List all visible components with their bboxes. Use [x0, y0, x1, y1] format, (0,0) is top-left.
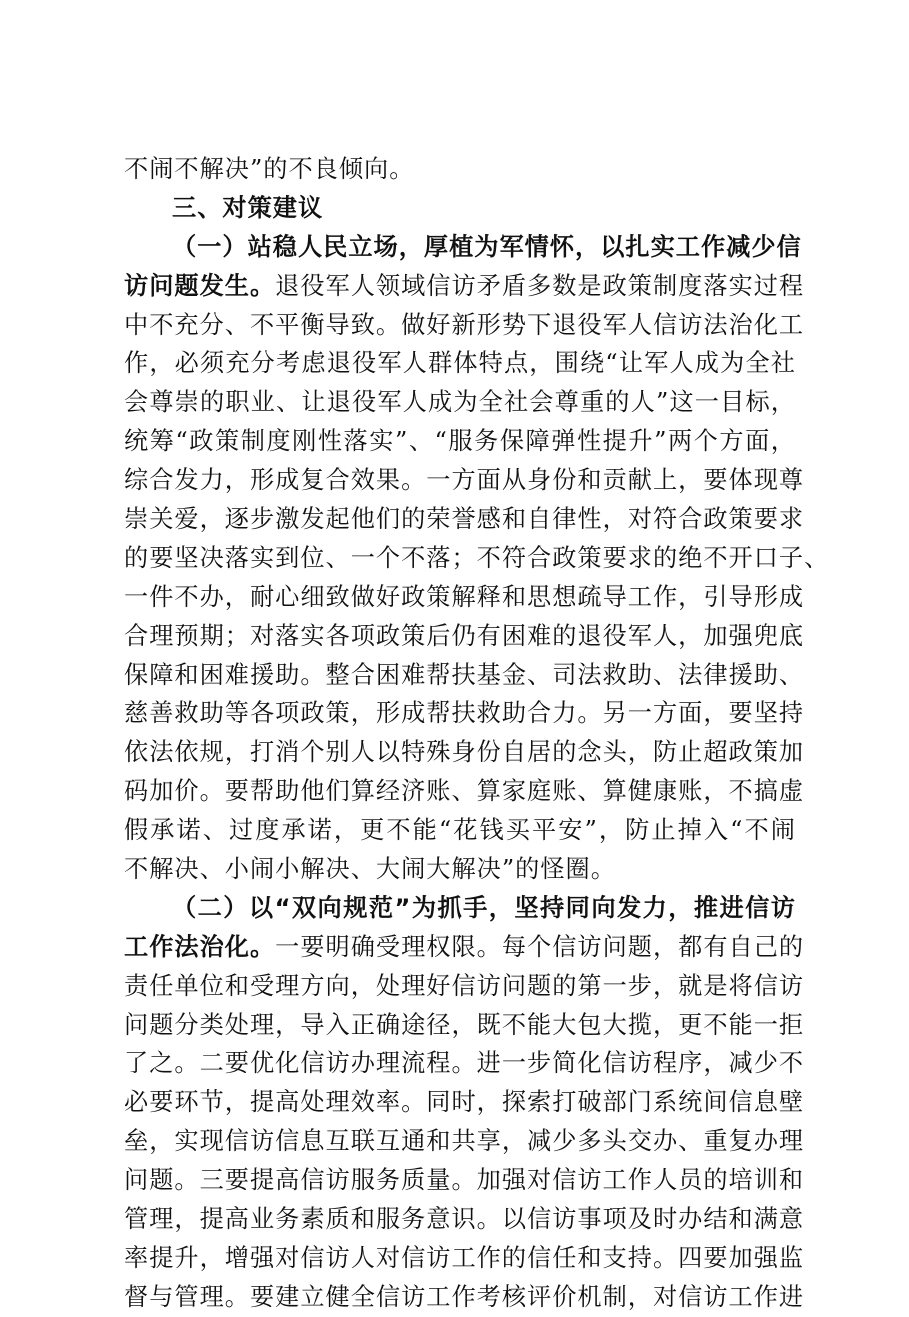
text-line: 依法依规，打消个别人以特殊身份自居的念头，防止超政策加 [124, 738, 805, 767]
text-line: 假承诺、过度承诺，更不能“花钱买平安”，防止掉入“不闹 [124, 816, 796, 845]
text-line: 慈善救助等各项政策，形成帮扶救助合力。另一方面，要坚持 [124, 699, 805, 728]
text-line: 统筹“政策制度刚性落实”、“服务保障弹性提升”两个方面， [124, 427, 796, 456]
text-line: 责任单位和受理方向，处理好信访问题的第一步，就是将信访 [124, 971, 805, 1000]
text-line [124, 928, 805, 967]
text-line: 垒，实现信访信息互联互通和共享，减少多头交办、重复办理 [124, 1127, 805, 1156]
text-line: 综合发力，形成复合效果。一方面从身份和贡献上，要体现尊 [124, 466, 805, 495]
subsection-heading-tail: 工作法治化。 [124, 932, 276, 961]
text-line: 合理预期；对落实各项政策后仍有困难的退役军人，加强兜底 [124, 621, 805, 650]
text-line: 一件不办，耐心细致做好政策解释和思想疏导工作，引导形成 [124, 582, 805, 611]
text-line: 作，必须充分考虑退役军人群体特点，围绕“让军人成为全社 [124, 349, 796, 378]
subsection-heading-line: （二）以“双向规范”为抓手，坚持同向发力，推进信访 [172, 893, 796, 922]
text-line: 的要坚决落实到位、一个不落；不符合政策要求的绝不开口子、 [124, 543, 830, 572]
text-line: 必要环节，提高处理效率。同时，探索打破部门系统间信息壁 [124, 1088, 805, 1117]
text-line [124, 267, 805, 306]
text-line: 率提升，增强对信访人对信访工作的信任和支持。四要加强监 [124, 1243, 805, 1272]
paragraph-text: 一要明确受理权限。每个信访问题，都有自己的 [275, 932, 805, 961]
text-line: 了之。二要优化信访办理流程。进一步简化信访程序，减少不 [124, 1049, 805, 1078]
text-line: 码加价。要帮助他们算经济账、算家庭账、算健康账，不搞虚 [124, 777, 805, 806]
text-line: 崇关爱，逐步激发起他们的荣誉感和自律性，对符合政策要求 [124, 505, 805, 534]
text-line: 管理，提高业务素质和服务意识。以信访事项及时办结和满意 [124, 1205, 805, 1234]
text-line: 督与管理。要建立健全信访工作考核评价机制，对信访工作进 [124, 1282, 805, 1311]
text-line: 不解决、小闹小解决、大闹大解决”的怪圈。 [124, 855, 616, 884]
text-line: 保障和困难援助。整合困难帮扶基金、司法救助、法律援助、 [124, 660, 805, 689]
text-line: 问题。三要提高信访服务质量。加强对信访工作人员的培训和 [124, 1166, 805, 1195]
document-body [124, 150, 830, 1317]
text-line: 中不充分、不平衡导致。做好新形势下退役军人信访法治化工 [124, 310, 805, 339]
text-line: 不闹不解决”的不良倾向。 [124, 155, 415, 183]
subsection-heading-line: （一）站稳人民立场，厚植为军情怀，以扎实工作减少信 [172, 232, 802, 261]
section-heading: 三、对策建议 [172, 193, 324, 222]
subsection-heading-tail: 访问题发生。 [124, 271, 276, 300]
text-line: 会尊崇的职业、让退役军人成为全社会尊重的人”这一目标， [124, 388, 796, 417]
paragraph-text: 退役军人领域信访矛盾多数是政策制度落实过程 [275, 271, 805, 300]
text-line: 问题分类处理，导入正确途径，既不能大包大揽，更不能一拒 [124, 1010, 805, 1039]
